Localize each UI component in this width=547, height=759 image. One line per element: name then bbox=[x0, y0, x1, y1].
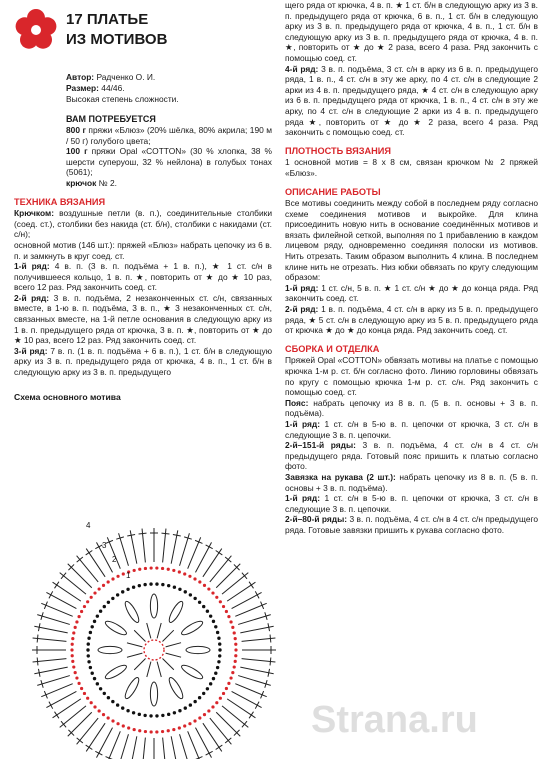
belt-text: набрать цепочку из 8 в. п. (5 в. п. основы + 3 в. п. подъёма). bbox=[285, 397, 538, 419]
yarn1-amount: 800 г bbox=[66, 124, 86, 135]
row4-stitch-top bbox=[54, 712, 58, 719]
row3-dot bbox=[89, 666, 92, 669]
assembly-heading: СБОРКА И ОТДЕЛКА bbox=[285, 343, 380, 354]
row2-cluster bbox=[167, 676, 185, 700]
belt-row1-paragraph bbox=[285, 419, 538, 440]
chain-dot bbox=[231, 626, 234, 629]
desc-row2-paragraph bbox=[285, 304, 538, 336]
density-heading: ПЛОТНОСТЬ ВЯЗАНИЯ bbox=[285, 145, 392, 156]
tie-row2-paragraph bbox=[285, 514, 538, 535]
size-label: Размер: bbox=[66, 82, 99, 93]
row4-stitch-top bbox=[77, 557, 83, 562]
chain-dot bbox=[80, 687, 83, 690]
hook-label: крючок bbox=[66, 177, 97, 188]
row1-stitch bbox=[134, 630, 145, 641]
row1-stitch bbox=[166, 653, 181, 657]
row4-paragraph bbox=[285, 64, 538, 138]
chain-dot bbox=[215, 701, 218, 704]
chain-dot bbox=[77, 682, 80, 685]
row3-dot bbox=[87, 660, 90, 663]
row2-text: 3 в. п. подъёма, 2 незаконченных ст. с/н, связанных вместе, в 1-ю в. п. подъёма, 3 в. п., ★ 3 незаконченных ст. с/н, связанных вместе, на 1-й петле основания в следующую арку из 1 в. п. предыдущего ряда от крючка, 3 в. п. ★, повторить от ★ до ★ 10 раз, всего 12 раз. Ряд закончить соед. ст. bbox=[14, 292, 273, 346]
chain-dot bbox=[122, 724, 125, 727]
hook-text: № 2. bbox=[98, 177, 117, 188]
row3-dot bbox=[96, 682, 99, 685]
chain-dot bbox=[93, 705, 96, 708]
row3-dot bbox=[193, 700, 196, 703]
row3-dot bbox=[173, 711, 176, 714]
chain-dot bbox=[150, 566, 153, 569]
row3-dot bbox=[116, 593, 119, 596]
row4-stitch-top bbox=[255, 702, 259, 709]
desc-row2-label: 2-й ряд: bbox=[285, 304, 319, 315]
row2-cluster bbox=[98, 646, 122, 653]
chain-dot bbox=[183, 724, 186, 727]
row3-dot bbox=[116, 703, 119, 706]
belt-row2-label: 2-й–151-й ряды: bbox=[285, 440, 356, 451]
chain-dot bbox=[102, 713, 105, 716]
row3-dot bbox=[161, 583, 164, 586]
chain-dot bbox=[144, 730, 147, 733]
row4-stitch bbox=[119, 734, 129, 759]
row3-dot bbox=[216, 631, 219, 634]
row4-stitch-top bbox=[37, 635, 38, 643]
materials-block bbox=[66, 125, 272, 189]
tie-paragraph bbox=[285, 472, 538, 493]
row3-dot bbox=[132, 586, 135, 589]
row1-stitch bbox=[166, 643, 181, 647]
row3-dot bbox=[178, 588, 181, 591]
row3-paragraph bbox=[14, 346, 272, 378]
tie-row1-paragraph bbox=[285, 493, 538, 514]
chain-dot bbox=[90, 596, 93, 599]
chain-dot bbox=[183, 572, 186, 575]
row4-stitch-top bbox=[61, 721, 66, 727]
density-text: 1 основной мотив = 8 х 8 см, связан крючком № 2 пряжей «Блюз». bbox=[285, 157, 538, 178]
crochet-text: воздушные петли (в. п.), соединительные столбики (соед. ст.), столбики без накида (ст. б/н), столбики с накидами (ст. с/н); bbox=[14, 208, 273, 240]
row1-stitch bbox=[127, 653, 142, 657]
row4-stitch-top bbox=[206, 545, 213, 549]
yarn2-amount: 100 г bbox=[66, 146, 88, 157]
chain-dot bbox=[167, 729, 170, 732]
crochet-paragraph bbox=[14, 208, 272, 240]
chain-dot bbox=[70, 648, 73, 651]
row3-dot bbox=[212, 677, 215, 680]
chain-dot bbox=[86, 697, 89, 700]
chain-dot bbox=[225, 687, 228, 690]
chain-dot bbox=[133, 569, 136, 572]
chain-dot bbox=[98, 587, 101, 590]
chain-dot bbox=[219, 697, 222, 700]
schema-title: Схема основного мотива bbox=[14, 391, 121, 402]
chain-dot bbox=[72, 665, 75, 668]
row3-dot bbox=[132, 711, 135, 714]
row-label: 1 bbox=[126, 571, 131, 580]
chain-dot bbox=[83, 605, 86, 608]
row1-stitch bbox=[147, 662, 151, 677]
chain-dot bbox=[144, 567, 147, 570]
row3-dot bbox=[143, 583, 146, 586]
motif-diagram bbox=[14, 500, 276, 759]
row3-dot bbox=[93, 620, 96, 623]
row3-dot bbox=[214, 625, 217, 628]
row3-dot bbox=[93, 677, 96, 680]
chain-dot bbox=[222, 692, 225, 695]
row2-cluster bbox=[180, 619, 204, 637]
chain-dot bbox=[93, 591, 96, 594]
row4-stitch-top bbox=[249, 582, 253, 589]
tie-row1-text: 1 ст. с/н в 5-ю в. п. цепочки от крючка, 3 ст. с/н в следующие 3 в. п. цепочки. bbox=[285, 493, 539, 514]
row4-stitch bbox=[171, 736, 178, 759]
row3-dot bbox=[107, 601, 110, 604]
row1-stitch bbox=[147, 623, 151, 638]
row4-stitch-top bbox=[37, 657, 38, 665]
chain-dot bbox=[222, 605, 225, 608]
row4-label: 4-й ряд: bbox=[285, 63, 319, 74]
tie-label: Завязка на рукава (2 шт.): bbox=[285, 471, 396, 482]
row3-dot bbox=[138, 584, 141, 587]
row2-cluster bbox=[104, 663, 128, 681]
flower-icon bbox=[14, 8, 58, 52]
row3-text-part1: 7 в. п. (1 в. п. подъёма + 6 в. п.), 1 ст. б/н в следующую арку из 3 в. п. предыдущего ряда от крючка, 4 в. п., 1 ст. б/н в следующую арку из 3 в. п. предыдущего bbox=[14, 345, 272, 378]
row3-continuation: щего ряда от крючка, 4 в. п. ★ 1 ст. б/н в следующую арку из 3 в. п. предыдущего ряда от крючка, 6 в. п., 1 ст. б/н в следующую арку из 3 в. п. предыдущего ряда от крючка, 4 в. п., 1 ст. б/н в следующую арку из 3 в. п. предыдущего ряда от крючка, 4 в. п. ★, повторить от ★ до ★ 2 раза, всего 4 раза. Ряд закончить с помощью соед. ст. bbox=[285, 0, 538, 63]
row3-dot bbox=[206, 610, 209, 613]
row3-dot bbox=[99, 687, 102, 690]
desc-row2-text: 1 в. п. подъёма, 4 ст. с/н в арку из 5 в. п. предыдущего ряда, ★ 5 ст. с/н в следующую арку из 5 в. п. предыдущего ряда от крючка ★ до ★ до конца ряда. Ряд закончить соед. ст. bbox=[285, 304, 539, 336]
chain-dot bbox=[107, 580, 110, 583]
row4-stitch-top bbox=[49, 702, 53, 709]
row4-stitch-top bbox=[54, 582, 58, 589]
chain-dot bbox=[227, 682, 230, 685]
chain-dot bbox=[122, 572, 125, 575]
chain-dot bbox=[83, 692, 86, 695]
row4-stitch-top bbox=[206, 751, 213, 755]
row3-dot bbox=[202, 692, 205, 695]
row4-stitch-top bbox=[270, 635, 271, 643]
difficulty: Высокая степень сложности. bbox=[66, 93, 179, 104]
row3-dot bbox=[107, 696, 110, 699]
row3-dot bbox=[111, 597, 114, 600]
chain-dot bbox=[161, 730, 164, 733]
chain-dot bbox=[229, 620, 232, 623]
chain-dot bbox=[133, 728, 136, 731]
chain-dot bbox=[150, 730, 153, 733]
chain-dot bbox=[172, 728, 175, 731]
row3-dot bbox=[184, 590, 187, 593]
row1-stitch bbox=[127, 643, 142, 647]
chain-dot bbox=[86, 600, 89, 603]
row4-stitch-top bbox=[139, 533, 147, 534]
row3-dot bbox=[138, 713, 141, 716]
row3-dot bbox=[86, 648, 89, 651]
row3-dot bbox=[155, 582, 158, 585]
row3-dot bbox=[178, 709, 181, 712]
chain-dot bbox=[188, 575, 191, 578]
row-label: 2 bbox=[112, 555, 117, 564]
row2-cluster bbox=[167, 600, 185, 624]
page-title bbox=[66, 10, 167, 50]
row2-cluster bbox=[180, 663, 204, 681]
row1-label: 1-й ряд: bbox=[14, 261, 50, 272]
chain-dot bbox=[211, 591, 214, 594]
row-label: 4 bbox=[86, 521, 91, 530]
row2-cluster bbox=[186, 646, 210, 653]
chain-dot bbox=[77, 615, 80, 618]
row3-dot bbox=[217, 637, 220, 640]
chain-dot bbox=[90, 701, 93, 704]
row2-cluster bbox=[150, 682, 157, 706]
row4-stitch-top bbox=[225, 738, 231, 743]
row4-stitch bbox=[163, 738, 166, 759]
row2-cluster bbox=[150, 594, 157, 618]
chain-dot bbox=[233, 631, 236, 634]
row4-stitch-top bbox=[86, 745, 93, 749]
row4-stitch-top bbox=[242, 573, 247, 579]
belt-paragraph bbox=[285, 398, 538, 419]
row3-dot bbox=[161, 714, 164, 717]
chain-dot bbox=[203, 713, 206, 716]
chain-dot bbox=[71, 637, 74, 640]
chain-dot bbox=[234, 648, 237, 651]
chain-dot bbox=[215, 596, 218, 599]
crochet-label: Крючком: bbox=[14, 208, 54, 219]
chain-dot bbox=[111, 577, 114, 580]
chain-dot bbox=[71, 660, 74, 663]
chain-dot bbox=[227, 615, 230, 618]
chain-dot bbox=[203, 584, 206, 587]
chain-dot bbox=[107, 716, 110, 719]
row3-dot bbox=[121, 590, 124, 593]
row4-stitch-top bbox=[216, 745, 223, 749]
belt-row2-paragraph bbox=[285, 440, 538, 472]
row3-dot bbox=[202, 605, 205, 608]
materials-title: ВАМ ПОТРЕБУЕТСЯ bbox=[66, 114, 156, 125]
chain-dot bbox=[219, 600, 222, 603]
meta-block bbox=[66, 72, 272, 104]
watermark-icon bbox=[305, 690, 545, 750]
row3-label: 3-й ряд: bbox=[14, 345, 48, 356]
chain-dot bbox=[207, 587, 210, 590]
row4-text: 3 в. п. подъёма, 3 ст. с/н в арку из 6 в. п. предыдущего ряда, 1 в. п., 4 ст. с/н в эту же арку, по 4 ст. с/н в следующие 2 арки из 4 в. п. предыдущего ряда, ★ 4 ст. с/н в следующую арку из 6 в. п. предыдущего ряда от крючка, 1 в. п., 4 ст. с/н в эту же арку, по 4 ст. с/н в следующие 2 арки из 4 в. п. предыдущего ряда ★, повторить от ★ до ★ 2 раза, всего 4 раза. Ряд закончить с помощью соед. ст. bbox=[285, 63, 539, 138]
chain-dot bbox=[198, 716, 201, 719]
row3-dot bbox=[212, 620, 215, 623]
row4-stitch-top bbox=[255, 591, 259, 598]
row3-dot bbox=[198, 601, 201, 604]
chain-dot bbox=[75, 620, 78, 623]
row3-dot bbox=[155, 714, 158, 717]
row3-dot bbox=[206, 687, 209, 690]
chain-dot bbox=[138, 568, 141, 571]
chain-dot bbox=[167, 568, 170, 571]
row3-dot bbox=[218, 642, 221, 645]
row3-dot bbox=[89, 631, 92, 634]
chain-dot bbox=[225, 610, 228, 613]
row4-stitch-top bbox=[225, 557, 231, 562]
assembly-text: Пряжей Opal «COTTON» обвязать мотивы на платье с помощью крючка 1-м р. ст. б/н согласно фото. Линию горловины обвязать по кругу с помощью крючка 1-м р. ст. с/н. Ряд закончить с помощью соед. ст. bbox=[285, 355, 538, 398]
description-text: Все мотивы соединить между собой в последнем ряду согласно схеме соединения мотивов и выкройке. Для клина присоединить новую нить в основание соединённых мотивов и вязать филейной сеткой, выполняя по 1 прибавлению в каждом лицевом ряду, одновременно соединяя полоски из мотивов. Нить отрезать. Таким образом выполнить 4 клина. В последнем клине нить не отрезать. Низ юбки обвязать по кругу следующим образом: bbox=[285, 198, 538, 283]
motif-paragraph: основной мотив (146 шт.): пряжей «Блюз» набрать цепочку из 6 в. п. и замкнуть в круг соед. ст. bbox=[14, 239, 272, 261]
row4-stitch bbox=[180, 734, 190, 759]
desc-row1-paragraph bbox=[285, 283, 538, 304]
tie-row2-text: 3 в. п. подъёма, 4 ст. с/н в 4 ст. с/н предыдущего ряда. Готовые завязки пришить к рукава согласно фото. bbox=[285, 514, 539, 535]
chain-dot bbox=[74, 671, 77, 674]
chain-dot bbox=[234, 637, 237, 640]
row3-dot bbox=[91, 625, 94, 628]
chain-dot bbox=[161, 567, 164, 570]
row3-dot bbox=[121, 706, 124, 709]
desc-row1-label: 1-й ряд: bbox=[285, 282, 319, 293]
title-line2: ИЗ МОТИВОВ bbox=[66, 31, 168, 48]
row4-stitch-top bbox=[49, 591, 53, 598]
row3-dot bbox=[216, 666, 219, 669]
row3-dot bbox=[218, 648, 221, 651]
tie-row2-label: 2-й–80-й ряды: bbox=[285, 514, 348, 525]
row3-dot bbox=[209, 682, 212, 685]
chain-dot bbox=[193, 719, 196, 722]
row3-dot bbox=[103, 605, 106, 608]
article-number: 17 bbox=[66, 11, 83, 28]
row4-stitch-top bbox=[216, 550, 223, 554]
center-ring bbox=[144, 640, 164, 660]
chain-dot bbox=[102, 584, 105, 587]
chain-dot bbox=[155, 730, 158, 733]
row3-dot bbox=[87, 637, 90, 640]
chain-dot bbox=[231, 671, 234, 674]
row2-paragraph bbox=[14, 293, 272, 346]
row4-stitch-top bbox=[86, 550, 93, 554]
yarn1-text: пряжи «Блюз» (20% шёлка, 80% акрила; 190 м / 50 г) голубого цвета; bbox=[66, 124, 272, 146]
row3-dot bbox=[193, 597, 196, 600]
row4-stitch bbox=[142, 738, 145, 759]
left-column bbox=[14, 0, 272, 402]
row3-dot bbox=[184, 706, 187, 709]
row1-text: 4 в. п. (3 в. п. подъёма + 1 в. п.), ★ 1 ст. с/н в получившееся кольцо, 1 в. п. ★, повторить от ★ до ★ 10 раз, всего 12 раз. Ряд закончить соед. ст. bbox=[14, 261, 273, 293]
yarn2-text: пряжи Opal «COTTON» (30 % хлопка, 38 % шерсти суперуош, 32 % нейлона) в голубых тонах (5061); bbox=[66, 146, 273, 178]
row-label: 3 bbox=[102, 541, 107, 550]
row4-stitch-top bbox=[242, 721, 247, 727]
chain-dot bbox=[207, 709, 210, 712]
chain-dot bbox=[211, 705, 214, 708]
chain-dot bbox=[74, 626, 77, 629]
chain-dot bbox=[198, 580, 201, 583]
description-heading: ОПИСАНИЕ РАБОТЫ bbox=[285, 186, 381, 197]
row3-dot bbox=[173, 586, 176, 589]
chain-dot bbox=[116, 722, 119, 725]
chain-dot bbox=[111, 719, 114, 722]
chain-dot bbox=[172, 569, 175, 572]
size-value: 44/46. bbox=[101, 82, 125, 93]
row3-dot bbox=[218, 654, 221, 657]
author-value: Радченко О. И. bbox=[96, 72, 156, 82]
row3-dot bbox=[87, 654, 90, 657]
chain-dot bbox=[75, 676, 78, 679]
chain-dot bbox=[155, 566, 158, 569]
row3-dot bbox=[87, 642, 90, 645]
chain-dot bbox=[178, 726, 181, 729]
row4-stitch-top bbox=[95, 751, 102, 755]
row3-dot bbox=[91, 671, 94, 674]
chain-dot bbox=[234, 643, 237, 646]
row2-cluster bbox=[123, 676, 141, 700]
row4-stitch-top bbox=[77, 738, 83, 743]
row3-dot bbox=[209, 614, 212, 617]
row3-dot bbox=[111, 700, 114, 703]
row1-paragraph bbox=[14, 261, 272, 293]
row3-dot bbox=[198, 696, 201, 699]
row1-stitch bbox=[134, 659, 145, 670]
row3-dot bbox=[167, 713, 170, 716]
row4-stitch bbox=[107, 731, 120, 759]
row1-stitch bbox=[162, 630, 173, 641]
row3-dot bbox=[143, 714, 146, 717]
row3-dot bbox=[103, 692, 106, 695]
author-label: Автор: bbox=[66, 72, 95, 82]
row3-dot bbox=[99, 610, 102, 613]
row4-stitch-top bbox=[161, 533, 169, 534]
chain-dot bbox=[178, 570, 181, 573]
row2-cluster bbox=[123, 600, 141, 624]
technique-heading: ТЕХНИКА ВЯЗАНИЯ bbox=[14, 196, 106, 207]
belt-row1-label: 1-й ряд: bbox=[285, 418, 321, 429]
tie-text: набрать цепочку из 8 в. п. (5 в. п. основы + 3 в. п. подъёма). bbox=[285, 471, 538, 493]
row3-dot bbox=[189, 703, 192, 706]
chain-dot bbox=[72, 631, 75, 634]
row2-cluster bbox=[104, 619, 128, 637]
chain-dot bbox=[193, 577, 196, 580]
row1-stitch bbox=[157, 623, 161, 638]
chain-dot bbox=[127, 726, 130, 729]
chain-dot bbox=[71, 654, 74, 657]
row3-dot bbox=[96, 614, 99, 617]
chain-dot bbox=[229, 676, 232, 679]
belt-row1-text: 1 ст. с/н в 5-ю в. п. цепочки от крючка, 3 ст. с/н в следующие 3 в. п. цепочки. bbox=[285, 418, 539, 440]
row1-stitch bbox=[157, 662, 161, 677]
row3-dot bbox=[167, 584, 170, 587]
chain-dot bbox=[138, 729, 141, 732]
row3-dot bbox=[149, 582, 152, 585]
row4-stitch bbox=[130, 736, 137, 759]
row4-stitch-top bbox=[249, 712, 253, 719]
row3-dot bbox=[189, 593, 192, 596]
chain-dot bbox=[234, 654, 237, 657]
row3-dot bbox=[214, 671, 217, 674]
chain-dot bbox=[233, 665, 236, 668]
belt-row2-text: 3 в. п. подъёма, 4 ст. с/н в 4 ст. с/н предыдущего ряда. Готовый пояс пришить к платью согласно фото. bbox=[285, 440, 539, 472]
row3-dot bbox=[126, 709, 129, 712]
row2-label: 2-й ряд: bbox=[14, 292, 50, 303]
title-line1: ПЛАТЬЕ bbox=[86, 11, 149, 28]
row3-dot bbox=[217, 660, 220, 663]
chain-dot bbox=[116, 575, 119, 578]
tie-row1-label: 1-й ряд: bbox=[285, 493, 321, 504]
right-column bbox=[285, 0, 538, 536]
row4-stitch-top bbox=[270, 657, 271, 665]
chain-dot bbox=[234, 660, 237, 663]
chain-dot bbox=[188, 722, 191, 725]
desc-row1-text: 1 ст. с/н, 5 в. п. ★ 1 ст. с/н ★ до ★ до конца ряда. Ряд закончить соед. ст. bbox=[285, 282, 539, 304]
chain-dot bbox=[80, 610, 83, 613]
row1-stitch bbox=[163, 658, 174, 669]
chain-dot bbox=[98, 709, 101, 712]
article-header bbox=[14, 6, 272, 68]
watermark-text: Strana.ru bbox=[311, 699, 478, 741]
row3-dot bbox=[126, 588, 129, 591]
chain-dot bbox=[71, 643, 74, 646]
row4-stitch bbox=[188, 731, 201, 759]
row3-dot bbox=[149, 714, 152, 717]
row4-stitch-top bbox=[61, 573, 66, 579]
belt-label: Пояс: bbox=[285, 397, 309, 408]
